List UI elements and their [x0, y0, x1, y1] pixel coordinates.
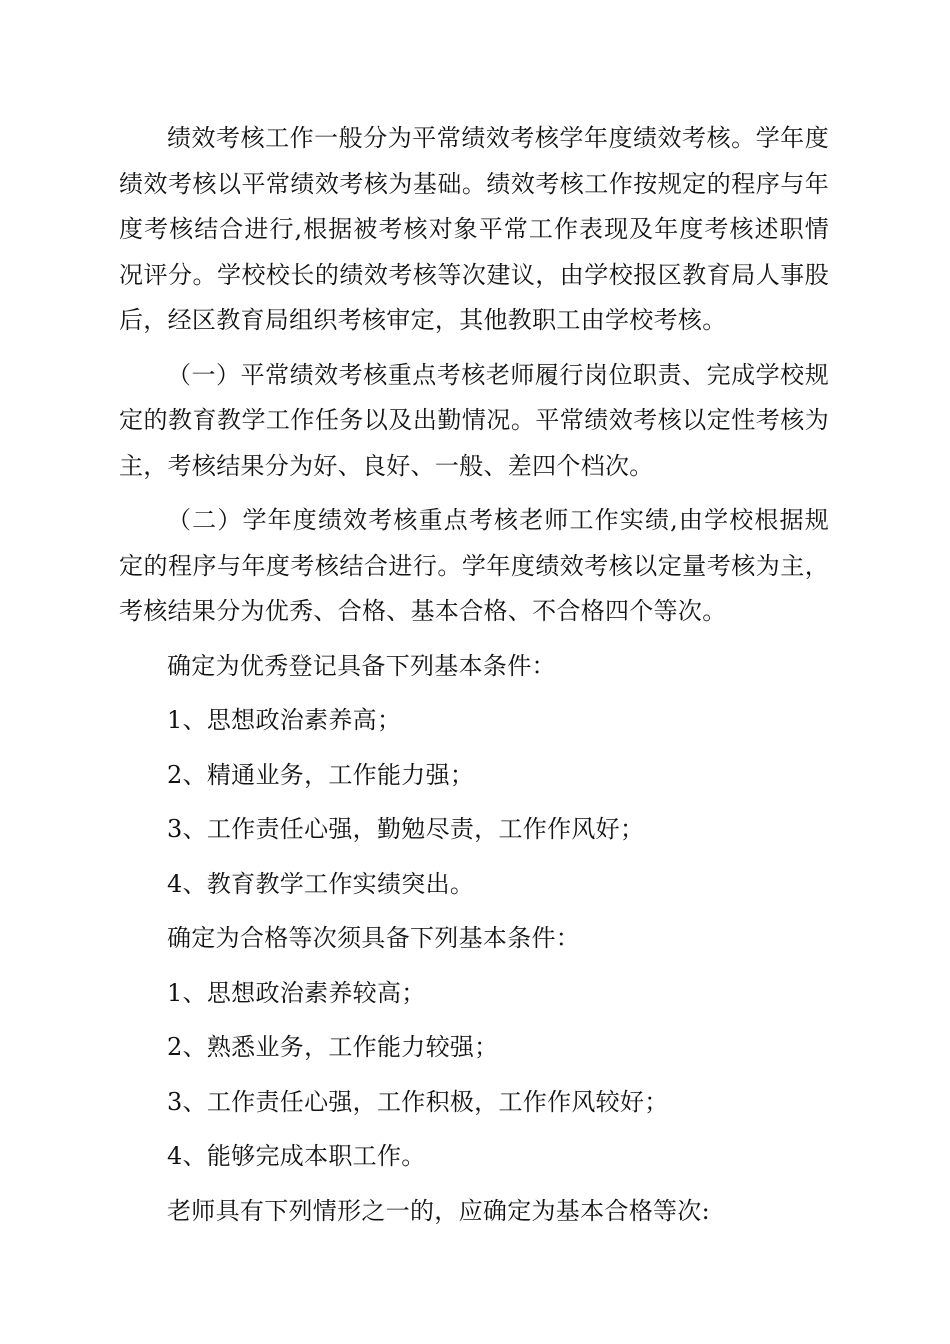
excellent-item: 4、教育教学工作实绩突出。: [167, 869, 475, 898]
paragraph-intro: 绩效考核工作一般分为平常绩效考核学年度绩效考核。学年度绩效考核以平常绩效考核为基础。绩效考核工作按规定的程序与年度考核结合进行,根据被考核对象平常工作表现及年度考核述职情况评分。学校校长的绩效考核等次建议，由学校报区教育局人事股后，经区教育局组织考核审定，其他教职工由学校考核。: [119, 124, 829, 334]
paragraph-regular-assessment: （一）平常绩效考核重点考核老师履行岗位职责、完成学校规定的教育教学工作任务以及出勤情况。平常绩效考核以定性考核为主，考核结果分为好、良好、一般、差四个档次。: [119, 360, 829, 480]
excellent-item: 2、精通业务，工作能力强；: [167, 760, 475, 789]
excellent-heading: 确定为优秀登记具备下列基本条件：: [167, 651, 556, 680]
qualified-item: 1、思想政治素养较高；: [167, 978, 426, 1007]
qualified-item: 3、工作责任心强，工作积极，工作作风较好；: [167, 1087, 669, 1116]
qualified-item: 2、熟悉业务，工作能力较强；: [167, 1033, 499, 1061]
excellent-item: 3、工作责任心强，勤勉尽责，工作作风好；: [167, 815, 645, 843]
document-body: [119, 116, 829, 1243]
basic-qualified-heading: 老师具有下列情形之一的，应确定为基本合格等次:: [167, 1196, 710, 1225]
qualified-heading: 确定为合格等次须具备下列基本条件：: [167, 924, 581, 952]
qualified-item: 4、能够完成本职工作。: [167, 1142, 426, 1170]
paragraph-annual-assessment: （二）学年度绩效考核重点考核老师工作实绩,由学校根据规定的程序与年度考核结合进行。学年度绩效考核以定量考核为主，考核结果分为优秀、合格、基本合格、不合格四个等次。: [119, 506, 829, 625]
excellent-item: 1、思想政治素养高；: [167, 706, 402, 734]
